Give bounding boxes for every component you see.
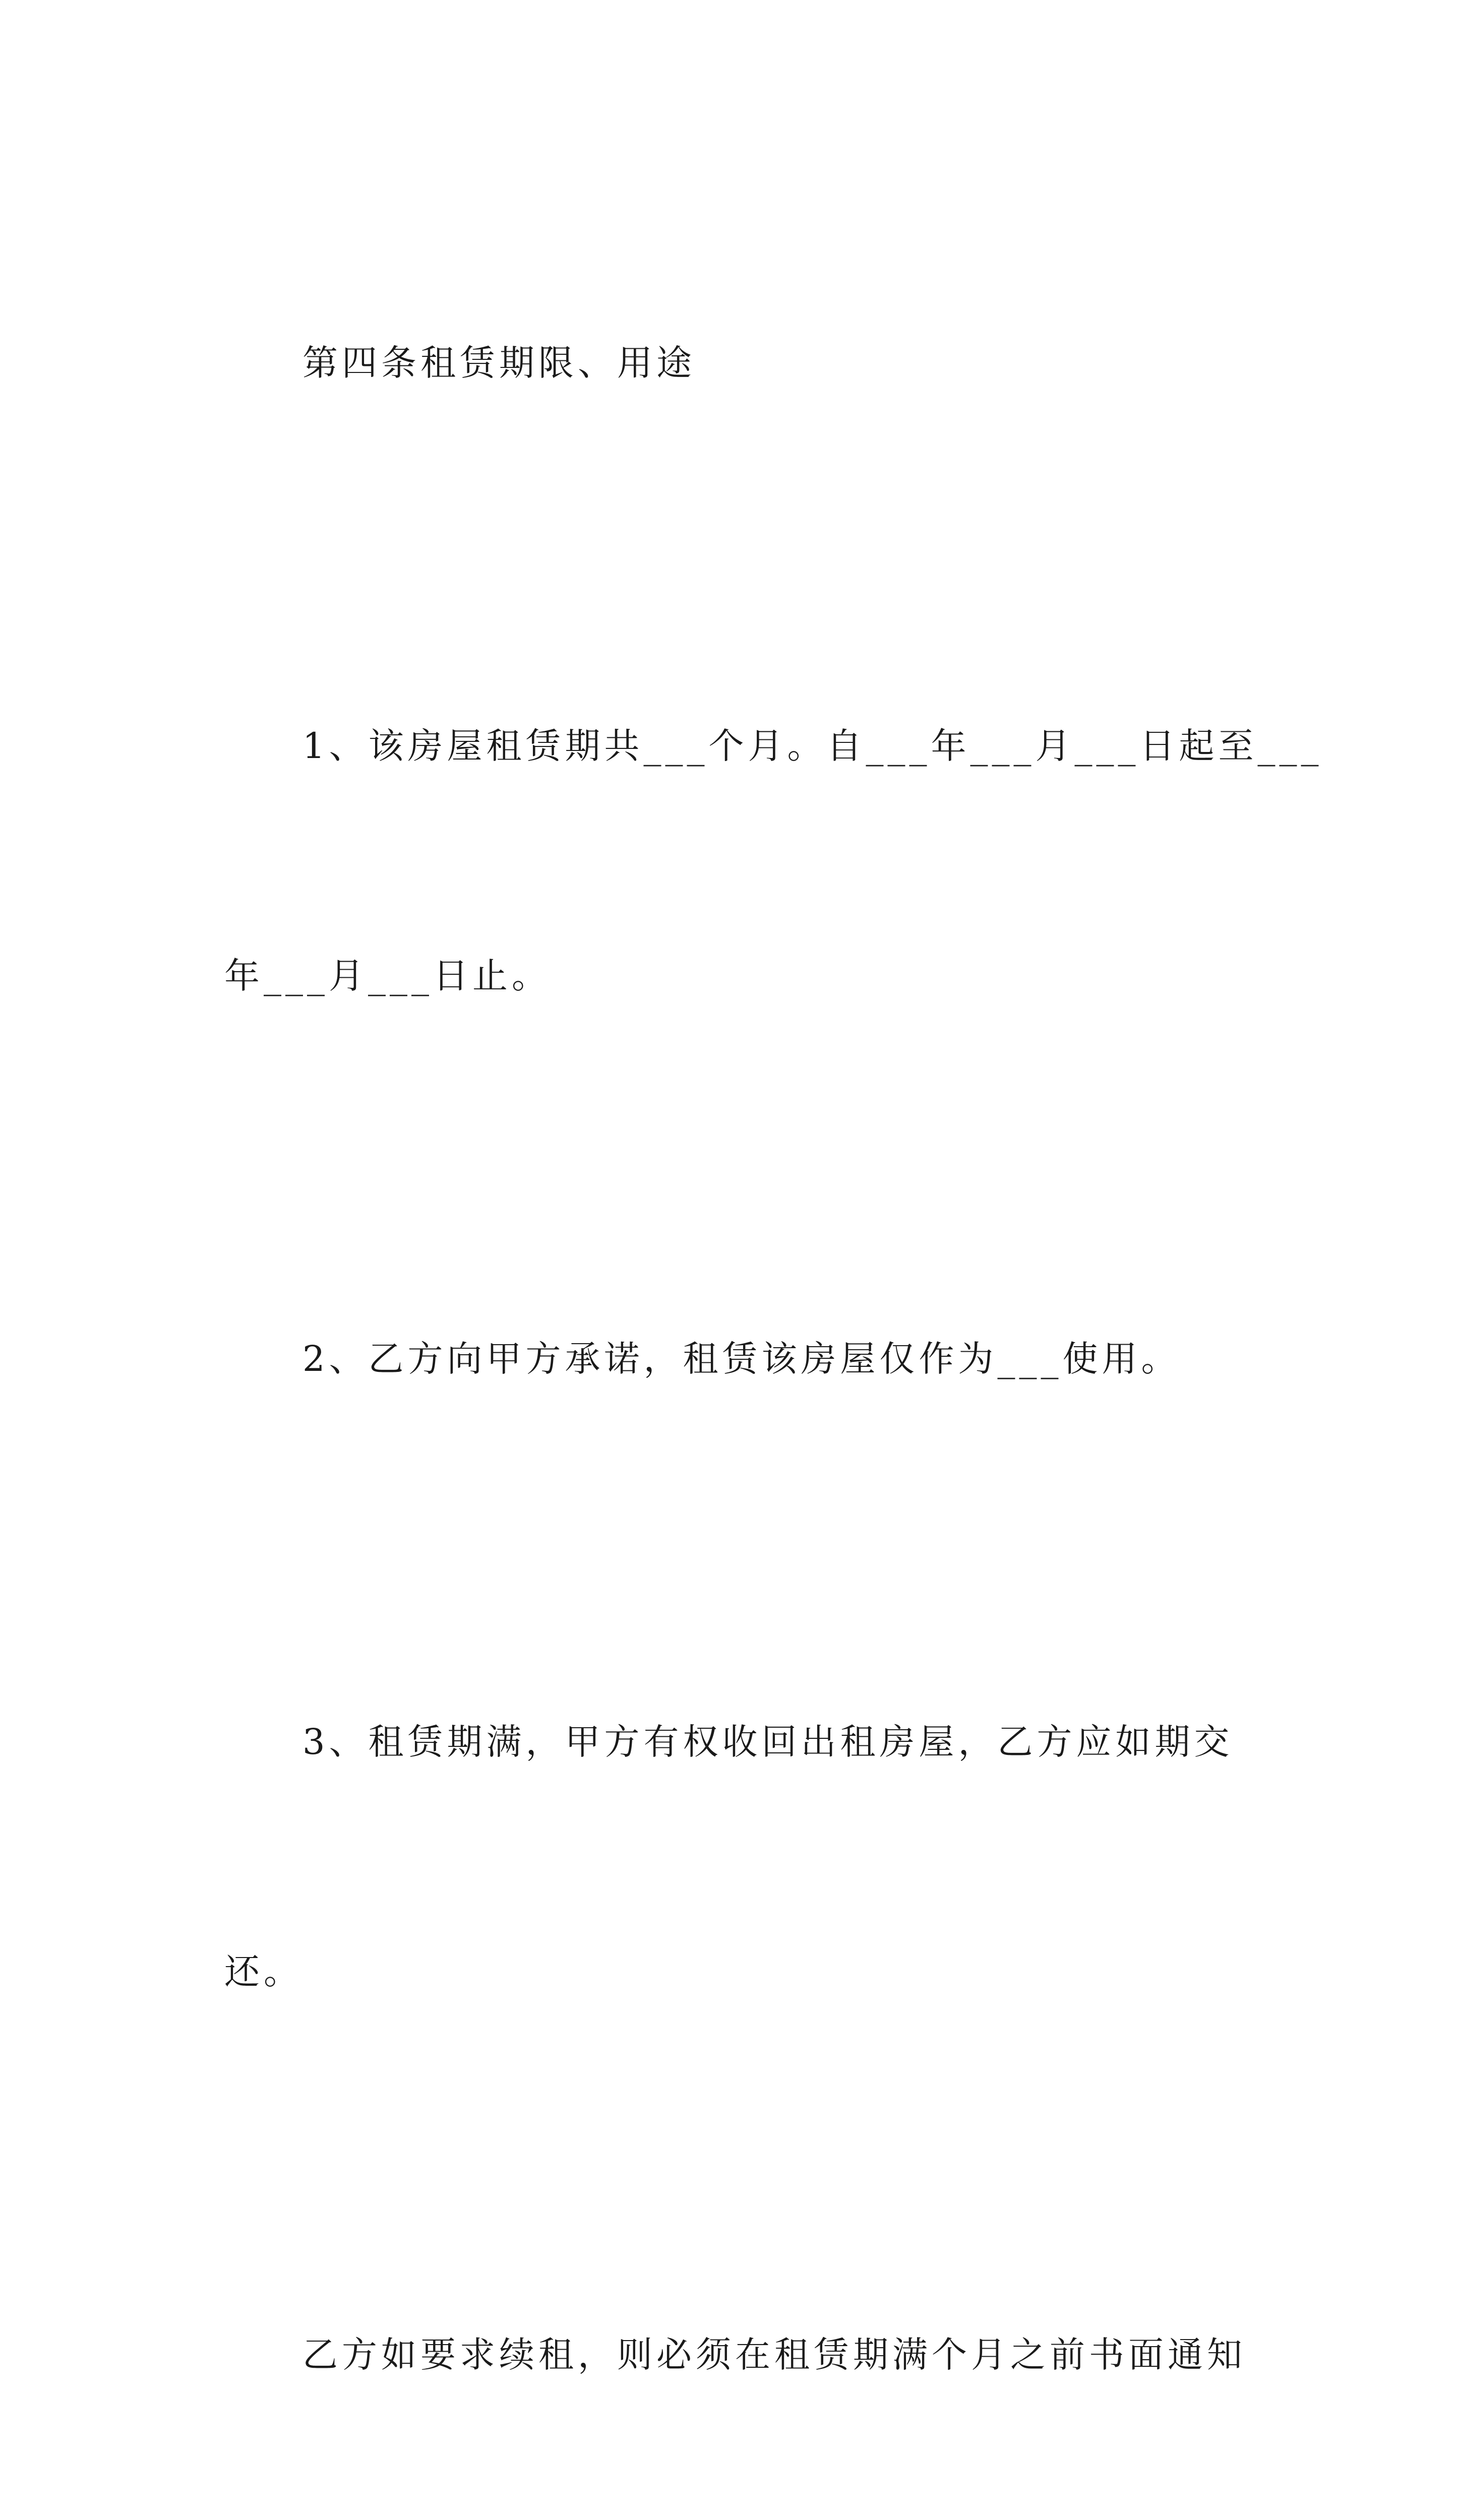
article-4-clause-3: 3、租赁期满，甲方有权收回出租房屋，乙方应如期交 还。 [224,1721,1234,1992]
document-body [224,171,1323,2520]
article-4-clause-2: 2、乙方向甲方承诺，租赁该房屋仅作为___使用。 [302,1338,1181,1379]
article-4-clause-1: 1、该房屋租赁期共___个月。自___年___月___日起至___ 年___月___日止。 [224,725,1323,996]
article-4-renewal-paragraph: 乙方如要求续租，则必须在租赁期满个月之前书面通知 [302,2334,1246,2375]
article-4-heading: 第四条租赁期限、用途 [302,342,696,384]
